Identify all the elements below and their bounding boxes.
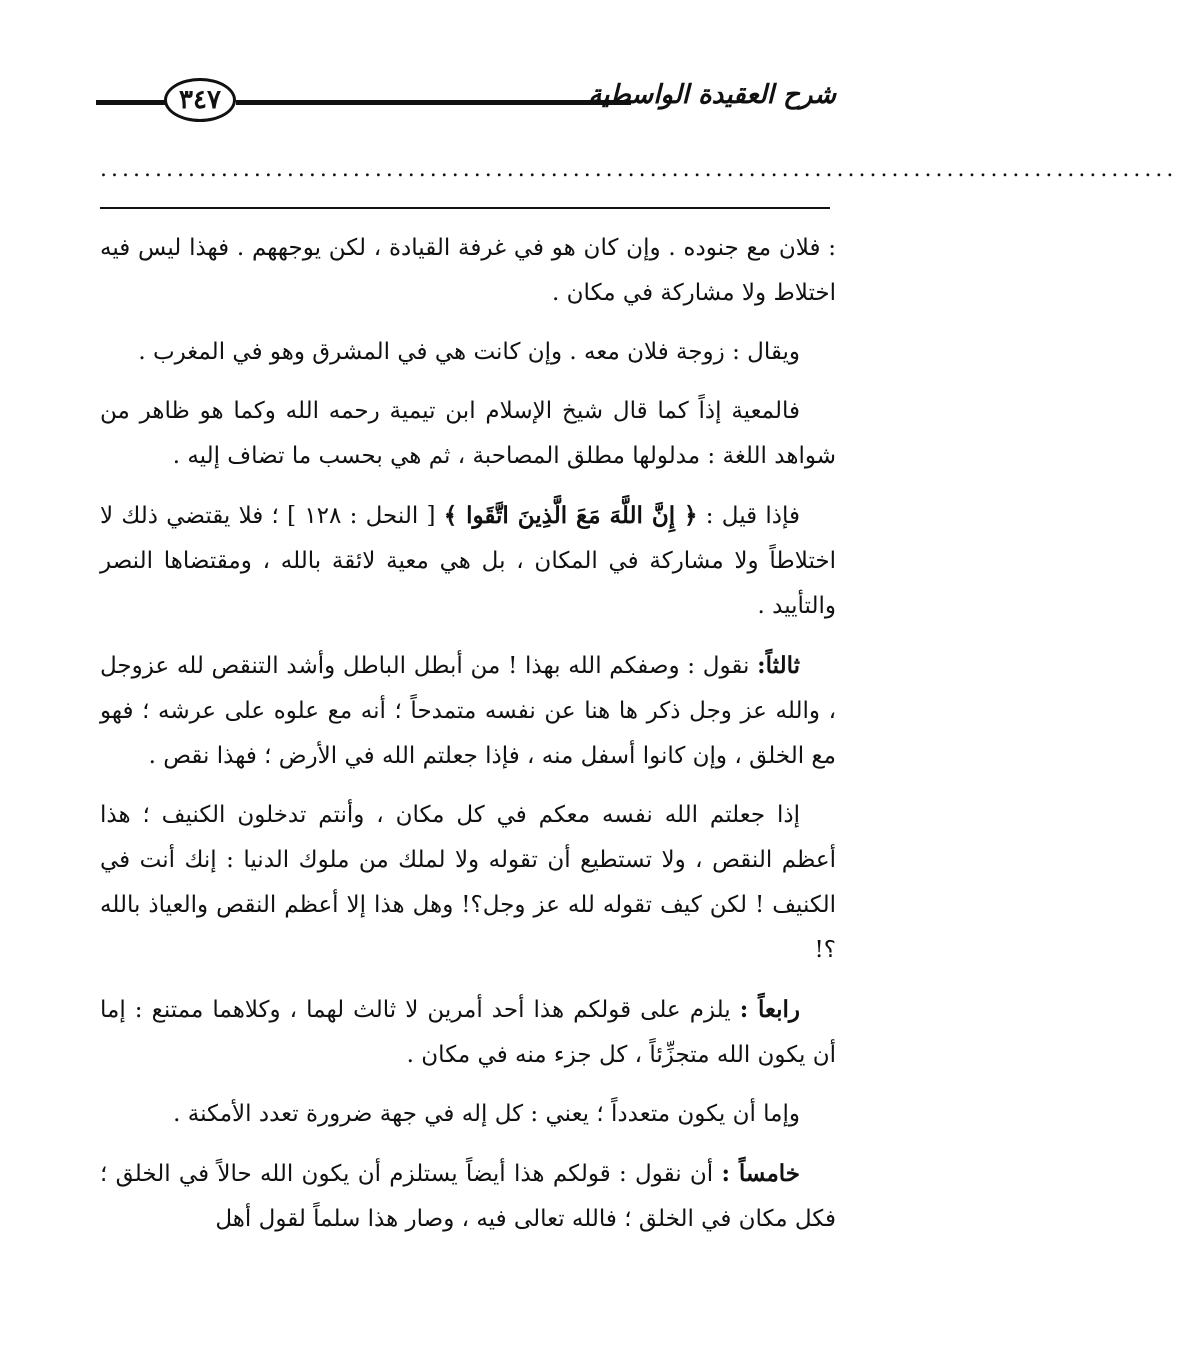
point-heading: رابعاً :: [739, 996, 801, 1023]
paragraph-text: ويقال : زوجة فلان معه . وإن كانت هي في المشرق وهو في المغرب .: [138, 339, 800, 365]
paragraph-6: [100, 793, 836, 973]
paragraph-text: [ النحل : ١٢٨ ] ؛ فلا يقتضي ذلك لا اختلاطاً ولا مشاركة في المكان ، بل هي معية لائقة بالله ، ومقتضاها النصر والتأييد .: [100, 503, 836, 619]
paragraph-5: [100, 643, 836, 779]
header-rule-right: [236, 100, 631, 105]
paragraph-text: يلزم على قولكم هذا أحد أمرين لا ثالث لهما ، وكلاهما ممتنع : إما أن يكون الله متجزِّئاً ، كل جزء منه في مكان .: [100, 997, 836, 1068]
page-number: ٣٤٧: [164, 78, 236, 122]
header-rule-left: [96, 100, 166, 105]
paragraph-1: [100, 226, 836, 316]
page-body: [100, 226, 836, 1256]
paragraph-text: أن نقول : قولكم هذا أيضاً يستلزم أن يكون الله حالاً في الخلق ؛ فكل مكان في الخلق ؛ فالله تعالى فيه ، وصار هذا سلماً لقول أهل: [100, 1161, 836, 1232]
paragraph-8: [100, 1092, 836, 1137]
paragraph-text: وإما أن يكون متعدداً ؛ يعني : كل إله في جهة ضرورة تعدد الأمكنة .: [173, 1101, 800, 1127]
paragraph-text: فالمعية إذاً كما قال شيخ الإسلام ابن تيمية رحمه الله وكما هو ظاهر من شواهد اللغة : مدلولها مطلق المصاحبة ، ثم هي بحسب ما تضاف إليه .: [100, 398, 836, 469]
paragraph-3: [100, 389, 836, 479]
paragraph-text: نقول : وصفكم الله بهذا ! من أبطل الباطل وأشد التنقص لله عزوجل ، والله عز وجل ذكر ها هنا عن نفسه متمدحاً ؛ أنه مع علوه على عرشه ؛ فهو مع الخلق ، وإن كانوا أسفل منه ، فإذا جعلتم الله في الأرض ؛ فهذا نقص .: [100, 653, 836, 769]
dotted-divider: ..................................................................................................: [100, 157, 1177, 182]
paragraph-text: : فلان مع جنوده . وإن كان هو في غرفة القيادة ، لكن يوجههم . فهذا ليس فيه اختلاط ولا مشاركة في مكان .: [100, 235, 836, 306]
header-separator-line: [100, 207, 830, 209]
page-header: [96, 70, 836, 130]
paragraph-text: إذا جعلتم الله نفسه معكم في كل مكان ، وأنتم تدخلون الكنيف ؛ هذا أعظم النقص ، ولا تستطيع أن تقوله ولا لملك من ملوك الدنيا : إنك أنت في الكنيف ! لكن كيف تقوله لله عز وجل؟! وهل هذا إلا أعظم النقص والعياذ بالله ؟!: [100, 802, 836, 963]
point-heading: خامساً :: [721, 1160, 800, 1187]
paragraph-9: [100, 1151, 836, 1242]
book-title: شرح العقيدة الواسطية: [588, 80, 836, 110]
point-heading: ثالثاً:: [757, 652, 801, 679]
paragraph-4: [100, 493, 836, 629]
paragraph-7: [100, 987, 836, 1078]
quran-verse: ﴿ إِنَّ اللَّهَ مَعَ الَّذِينَ اتَّقَوا ﴾: [443, 502, 698, 529]
paragraph-2: [100, 330, 836, 375]
paragraph-text: فإذا قيل :: [705, 503, 801, 529]
